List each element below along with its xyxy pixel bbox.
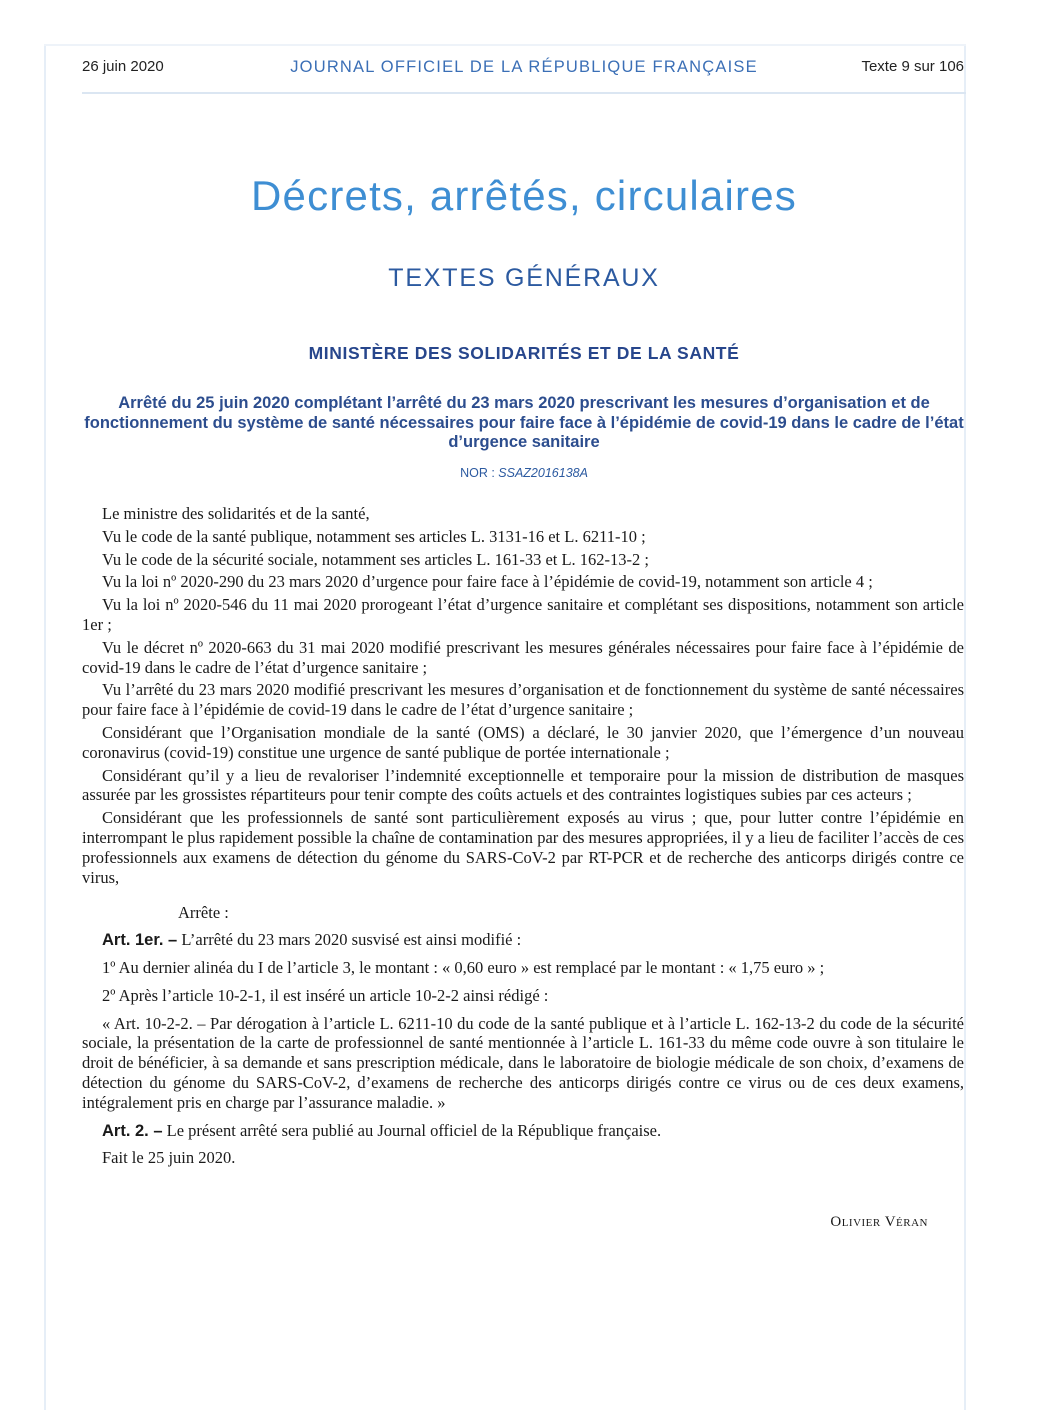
considering-paragraph: Considérant qu’il y a lieu de revaloriser l’indemnité exceptionnelle et temporaire pour la mission de distribution de masques assurée par les grossistes répartiteurs pour tenir compte des coûts actuels et des contraintes logistiques subies par ces acteurs ; [82,765,964,805]
document-body [82,504,964,1171]
nor-label: NOR : [460,466,495,480]
visa-paragraph: Vu le décret nº 2020-663 du 31 mai 2020 modifié prescrivant les mesures générales nécessaires pour faire face à l’épidémie de covid-19 dans le cadre de l’état d’urgence sanitaire ; [82,637,964,677]
header-date: 26 juin 2020 [82,58,164,75]
page-border-left [44,44,46,1410]
header-text-number: Texte 9 sur 106 [861,58,964,75]
article-2 [82,1121,964,1142]
nor-reference [0,466,1048,480]
article-1-label: Art. 1er. – [102,931,178,950]
article-1-text: L’arrêté du 23 mars 2020 susvisé est ainsi modifié : [181,930,522,950]
article-1 [82,930,964,951]
visa-paragraph: Vu le code de la sécurité sociale, notamment ses articles L. 161-33 et L. 162-13-2 ; [102,549,649,569]
section-title: Décrets, arrêtés, circulaires [251,172,797,219]
ministry-heading: MINISTÈRE DES SOLIDARITÉS ET DE LA SANTÉ [308,343,740,363]
visa-paragraph: Vu la loi nº 2020-290 du 23 mars 2020 d’urgence pour faire face à l’épidémie de covid-19, notamment son article 4 ; [102,572,873,592]
article-2-label: Art. 2. – [102,1121,163,1140]
signature-name: Olivier Véran [830,1214,928,1230]
header-journal-name: JOURNAL OFFICIEL DE LA RÉPUBLIQUE FRANÇAISE [290,58,758,76]
article-1-point-2: 2º Après l’article 10-2-1, il est inséré un article 10-2-2 ainsi rédigé : [102,985,549,1005]
arrete-title: Arrêté du 25 juin 2020 complétant l’arrêté du 23 mars 2020 prescrivant les mesures d’organisation et de fonctionnement du système de santé nécessaires pour faire face à l’épidémie de covid-19 dans le cadre de l’état d’urgence sanitaire [84,394,964,451]
article-2-text: Le présent arrêté sera publié au Journal officiel de la République française. [166,1120,662,1140]
nor-code: SSAZ2016138A [498,466,588,480]
subsection-title: TEXTES GÉNÉRAUX [388,264,660,292]
visa-paragraph: Le ministre des solidarités et de la santé, [102,504,370,523]
article-1-point-1: 1º Au dernier alinéa du I de l’article 3, le montant : « 0,60 euro » est remplacé par le montant : « 1,75 euro » ; [102,957,825,977]
considering-paragraph: Considérant que l’Organisation mondiale de la santé (OMS) a déclaré, le 30 janvier 2020, que l’émergence d’un nouveau coronavirus (covid-19) constitue une urgence de santé publique de portée internationale ; [82,722,964,762]
article-10-2-2-quote: « Art. 10-2-2. – Par dérogation à l’article L. 6211-10 du code de la santé publique et à l’article L. 162-13-2 du code de la sécurité sociale, la présentation de la carte de professionnel de santé mentionnée à l’article L. 161-33 du même code ouvre à son titulaire le droit de bénéficier, à sa demande et sans prescription médicale, dans le laboratoire de biologie médicale de son choix, d’examens de détection du génome du SARS-CoV-2, d’examens de recherche des anticorps dirigés contre ce virus ou de ces deux examens, intégralement pris en charge par l’assurance maladie. » [82,1013,964,1112]
done-date: Fait le 25 juin 2020. [102,1148,236,1168]
page-border-right [964,44,966,1410]
visa-paragraph: Vu la loi nº 2020-546 du 11 mai 2020 prorogeant l’état d’urgence sanitaire et complétant ses dispositions, notamment son article 1er ; [82,595,964,634]
arrete-word: Arrête : [178,903,229,923]
page-border-top [44,44,966,46]
header-divider [82,92,966,94]
visa-paragraph: Vu l’arrêté du 23 mars 2020 modifié prescrivant les mesures d’organisation et de fonctionnement du système de santé nécessaires pour faire face à l’épidémie de covid-19 dans le cadre de l’état d’urgence sanitaire ; [82,680,964,720]
visa-paragraph: Vu le code de la santé publique, notamment ses articles L. 3131-16 et L. 6211-10 ; [102,526,646,546]
considering-paragraph: Considérant que les professionnels de santé sont particulièrement exposés au virus ; que, pour lutter contre l’épidémie en interrompant le plus rapidement possible la chaîne de contamination par des mesures appropriées, il y a lieu de faciliter l’accès de ces professionnels aux examens de détection du génome du SARS-CoV-2 par RT-PCR et de recherche des anticorps dirigés contre ce virus, [82,808,964,887]
